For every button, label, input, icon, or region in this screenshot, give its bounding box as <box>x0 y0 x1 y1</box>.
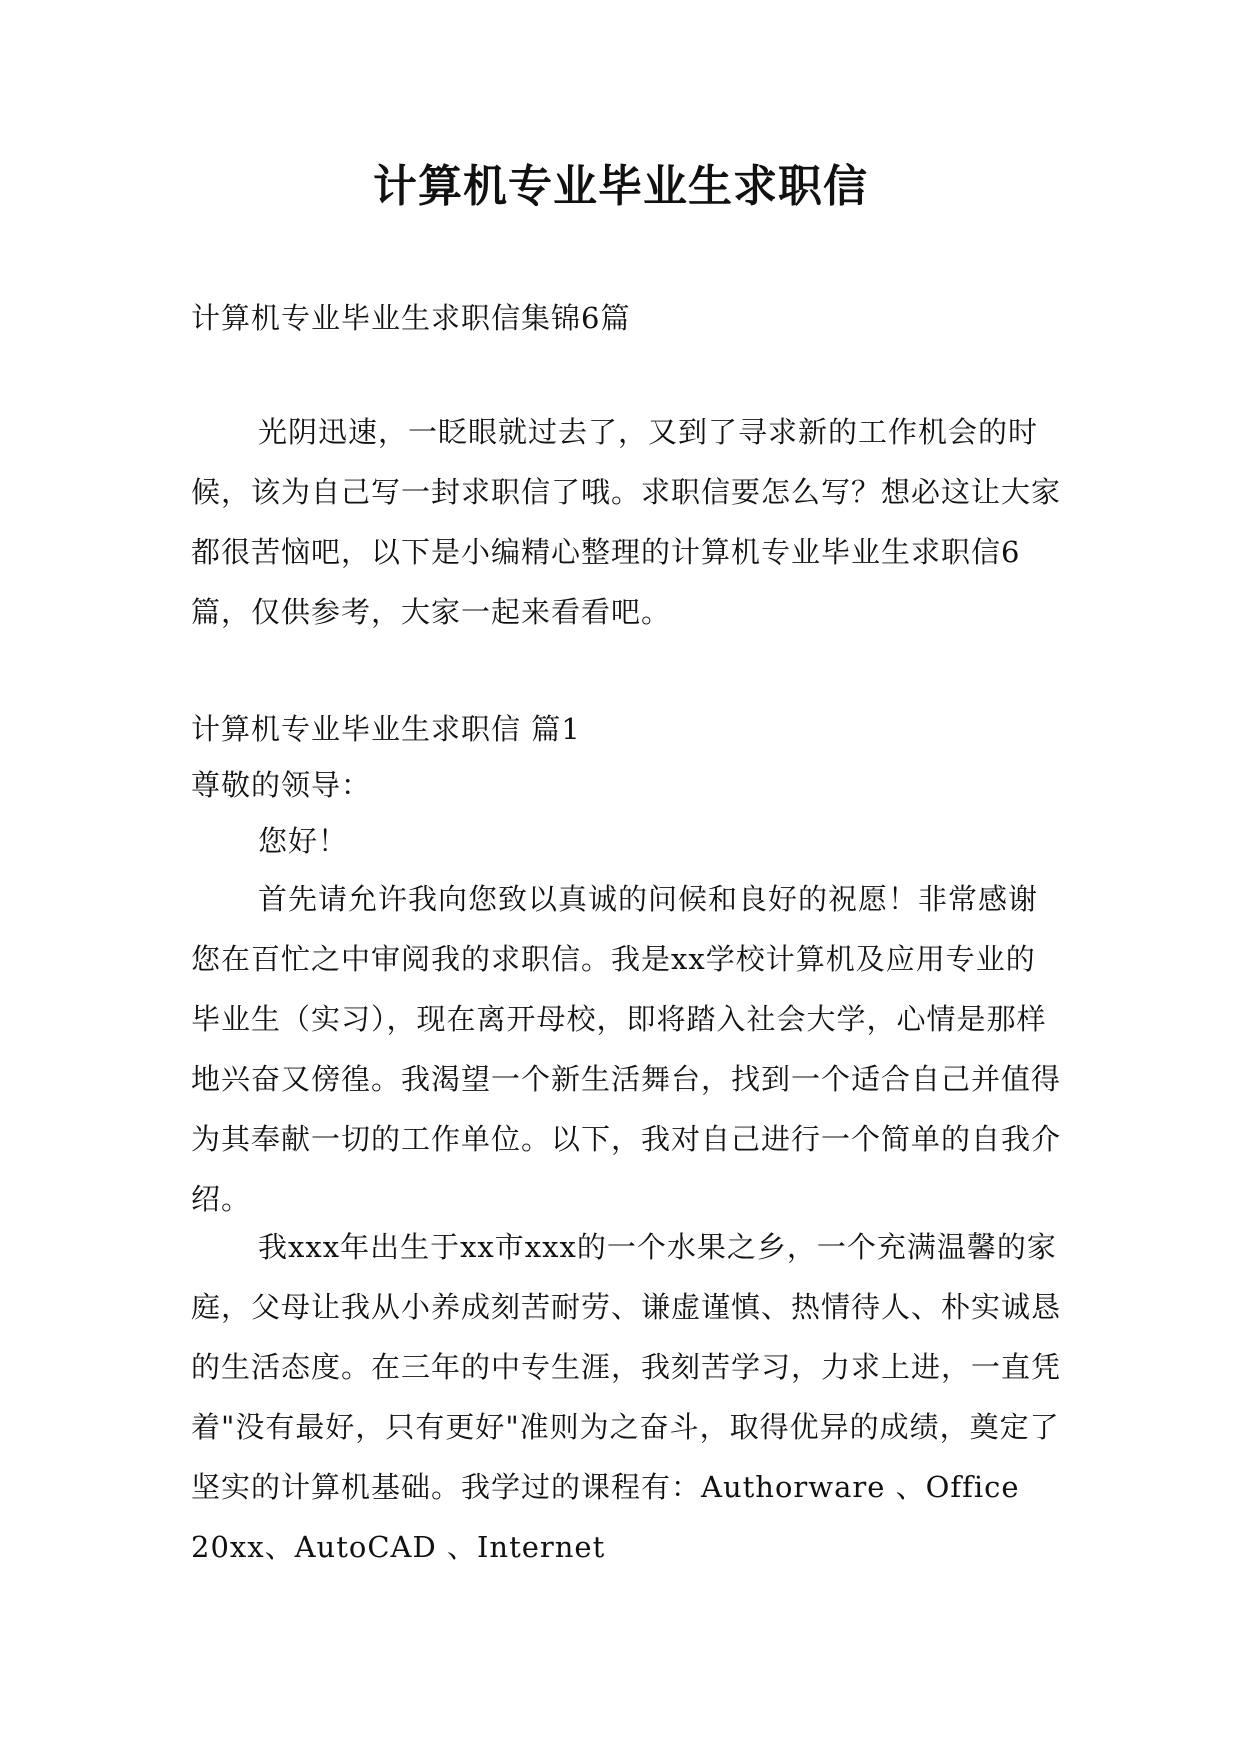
intro-paragraph: 光阴迅速，一眨眼就过去了，又到了寻求新的工作机会的时候，该为自己写一封求职信了哦。求职信要怎么写？想必这让大家都很苦恼吧，以下是小编精心整理的计算机专业毕业生求职信6篇，仅供参考，大家一起来看看吧。 <box>191 415 1062 629</box>
body-paragraph-1: 首先请允许我向您致以真诚的问候和良好的祝愿！非常感谢您在百忙之中审阅我的求职信。我是xx学校计算机及应用专业的毕业生（实习），现在离开母校，即将踏入社会大学，心情是那样地兴奋又傍徨。我渴望一个新生活舞台，找到一个适合自己并值得为其奉献一切的工作单位。以下，我对自己进行一个简单的自我介绍。 <box>191 882 1062 1216</box>
document-title: 计算机专业毕业生求职信 <box>373 161 868 212</box>
document-subtitle: 计算机专业毕业生求职信集锦6篇 <box>191 301 631 335</box>
salutation: 尊敬的领导： <box>191 768 372 802</box>
section-heading: 计算机专业毕业生求职信 篇1 <box>191 712 581 746</box>
body-paragraph-2: 我xxx年出生于xx市xxx的一个水果之乡，一个充满温馨的家庭，父母让我从小养成刻苦耐劳、谦虚谨慎、热情待人、朴实诚恳的生活态度。在三年的中专生涯，我刻苦学习，力求上进，一直凭着"没有最好，只有更好"准则为之奋斗，取得优异的成绩，奠定了坚实的计算机基础。我学过的课程有：Authorware 、Office 20xx、AutoCAD 、Internet <box>191 1230 1062 1564</box>
greeting: 您好！ <box>258 824 349 858</box>
